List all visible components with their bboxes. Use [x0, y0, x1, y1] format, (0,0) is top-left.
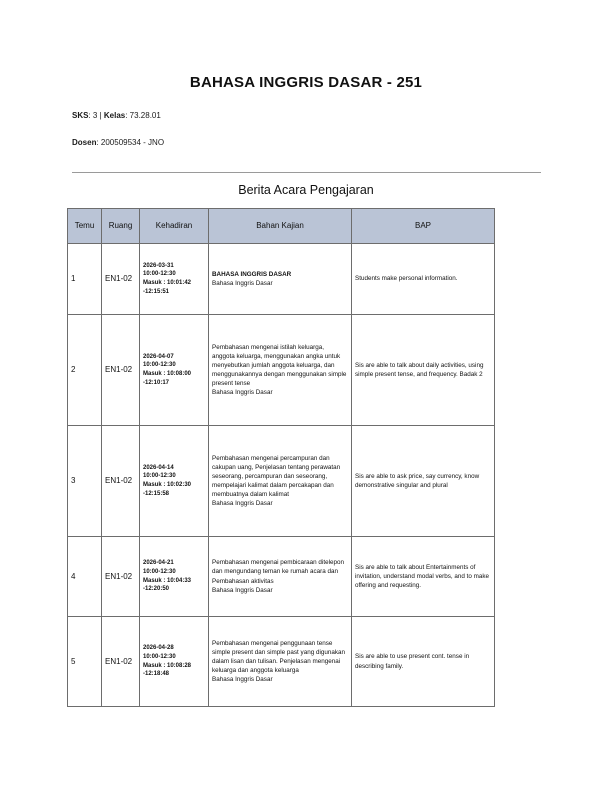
attendance-time: 10:00-12:30 [143, 653, 176, 660]
cell-kehadiran [140, 244, 209, 315]
kajian-course: Bahasa Inggris Dasar [212, 676, 273, 684]
header-bap: BAP [352, 209, 495, 244]
attendance-in: Masuk : 10:04:33 [143, 577, 192, 584]
table-row [68, 617, 495, 707]
kajian-course: Bahasa Inggris Dasar [212, 280, 273, 287]
cell-bahan-kajian [209, 617, 352, 707]
divider [72, 172, 541, 173]
header-kehadiran: Kehadiran [140, 209, 209, 244]
attendance-in: Masuk : 10:08:28 [143, 662, 192, 669]
course-title: BAHASA INGGRIS DASAR - 251 [189, 74, 423, 91]
table-row [68, 537, 495, 617]
table-row [68, 315, 495, 426]
cell-bap: Sis are able to talk about daily activities, using simple present tense, and frequency. Badak 2 [352, 315, 495, 426]
table-header-row [68, 209, 495, 244]
cell-temu: 3 [68, 426, 102, 537]
cell-ruang: EN1-02 [102, 315, 140, 426]
kelas-value: : 73.28.01 [125, 111, 161, 120]
attendance-out: -12:10:17 [143, 379, 170, 386]
cell-ruang: EN1-02 [102, 426, 140, 537]
attendance-out: -12:15:58 [143, 490, 170, 497]
attendance-out: -12:18:48 [143, 671, 170, 678]
cell-temu: 4 [68, 537, 102, 617]
cell-ruang: EN1-02 [102, 537, 140, 617]
kajian-topic: Pembahasan mengenai percampuran dan cakupan uang, Penjelasan tentang perawatan seseorang, percampuran dan seseorang, mempelajari kalimat dalam percakapan dan membuatnya dalam kalimat [212, 454, 341, 499]
header-ruang: Ruang [102, 209, 140, 244]
attendance-date: 2026-04-07 [143, 353, 174, 360]
table-row [68, 244, 495, 315]
attendance-time: 10:00-12:30 [143, 271, 176, 278]
header-bahan-kajian: Bahan Kajian [209, 209, 352, 244]
cell-bahan-kajian [209, 426, 352, 537]
header-temu: Temu [68, 209, 102, 244]
attendance-time: 10:00-12:30 [143, 362, 176, 369]
cell-temu: 1 [68, 244, 102, 315]
sks-label: SKS [72, 111, 89, 120]
table-row [68, 426, 495, 537]
attendance-date: 2026-04-28 [143, 645, 174, 652]
attendance-in: Masuk : 10:01:42 [143, 280, 192, 286]
cell-bap: Sis are able to talk about Entertainments of invitation, understand modal verbs, and to make offering and requesting. [352, 537, 495, 617]
course-meta [72, 111, 161, 120]
attendance-time: 10:00-12:30 [143, 473, 176, 480]
sks-value: : 3 | [88, 111, 104, 120]
cell-kehadiran [140, 426, 209, 537]
kajian-course: Bahasa Inggris Dasar [212, 500, 273, 508]
attendance-date: 2026-03-31 [143, 262, 174, 269]
attendance-in: Masuk : 10:08:00 [143, 371, 192, 377]
attendance-date: 2026-04-14 [143, 464, 174, 471]
cell-bahan-kajian [209, 537, 352, 617]
cell-bap: Sis are able to use present cont. tense in describing family. [352, 617, 495, 707]
kajian-course: Bahasa Inggris Dasar [212, 389, 273, 397]
cell-bap: Sis are able to ask price, say currency, know demonstrative singular and plural [352, 426, 495, 537]
cell-bahan-kajian [209, 315, 352, 426]
cell-ruang: EN1-02 [102, 617, 140, 707]
kajian-topic: Pembahasan mengenai istilah keluarga, anggota keluarga, menggunakan angka untuk menyebutkan jumlah anggota keluarga, dan menggunakannya dengan menggunakan simple present tense [212, 343, 347, 388]
cell-kehadiran [140, 315, 209, 426]
kajian-course: Bahasa Inggris Dasar [212, 586, 273, 594]
lecturer-meta [72, 138, 164, 147]
bap-table [67, 208, 495, 707]
attendance-date: 2026-04-21 [143, 560, 174, 567]
cell-bahan-kajian [209, 244, 352, 315]
attendance-out: -12:20:50 [143, 586, 170, 593]
kajian-topic: Pembahasan mengenai pembicaraan ditelepon dan mengundang teman ke rumah acara dan Pembahasan aktivitas [212, 559, 344, 585]
section-title: Berita Acara Pengajaran [238, 183, 374, 197]
dosen-label: Dosen [72, 138, 97, 147]
dosen-value: : 200509534 - JNO [96, 138, 165, 147]
cell-kehadiran [140, 537, 209, 617]
kajian-topic: BAHASA INGGRIS DASAR [212, 270, 292, 278]
cell-temu: 5 [68, 617, 102, 707]
attendance-in: Masuk : 10:02:30 [143, 482, 192, 488]
cell-temu: 2 [68, 315, 102, 426]
cell-kehadiran [140, 617, 209, 707]
kajian-topic: Pembahasan mengenai penggunaan tense simple present dan simple past yang digunakan dalam lisan dan tulisan. Penjelasan mengenai keluarga dan anggota keluarga [212, 639, 346, 675]
attendance-time: 10:00-12:30 [143, 568, 176, 575]
cell-ruang: EN1-02 [102, 244, 140, 315]
attendance-out: -12:15:51 [143, 288, 170, 295]
kelas-label: Kelas [103, 111, 126, 120]
cell-bap: Students make personal information. [352, 244, 495, 315]
